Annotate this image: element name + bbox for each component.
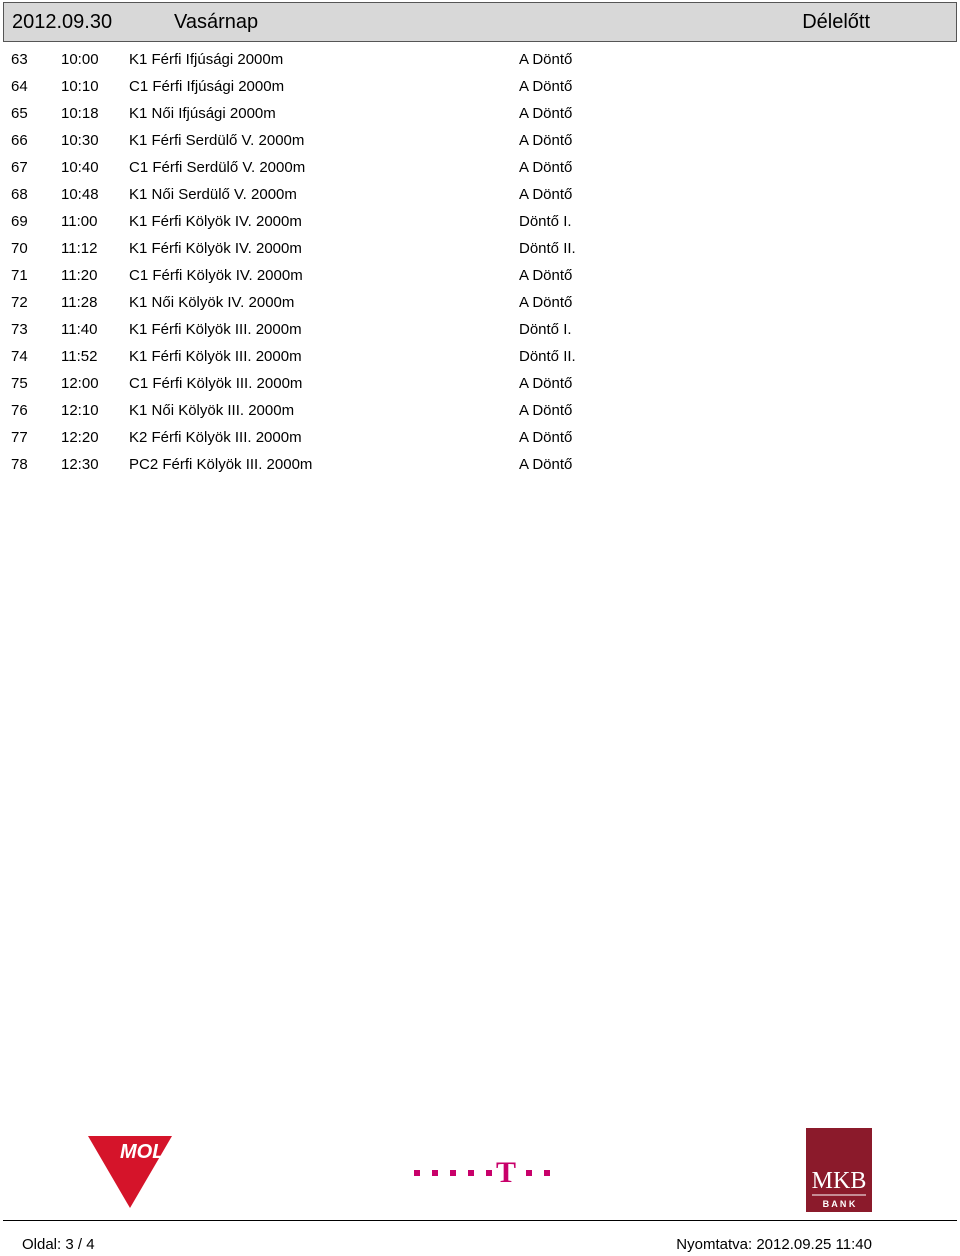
race-time: 10:10 (61, 78, 99, 95)
header-day-part: Délelőtt (802, 11, 870, 33)
header-day: Vasárnap (174, 11, 259, 33)
page-number: Oldal: 3 / 4 (22, 1236, 95, 1253)
race-time: 11:00 (61, 213, 98, 230)
race-event: C1 Férfi Serdülő V. 2000m (129, 159, 306, 176)
race-time: 11:20 (61, 267, 98, 284)
table-row (0, 343, 960, 370)
race-number: 76 (11, 402, 28, 419)
race-event: K1 Férfi Kölyök IV. 2000m (129, 240, 302, 257)
race-number: 77 (11, 429, 28, 446)
table-row (0, 181, 960, 208)
race-phase: A Döntő (519, 456, 573, 473)
table-row (0, 316, 960, 343)
race-number: 65 (11, 105, 28, 122)
race-number: 67 (11, 159, 28, 176)
race-time: 11:12 (61, 240, 98, 257)
telekom-logo-text: T (495, 1158, 517, 1188)
race-number: 63 (11, 51, 28, 68)
race-time: 11:52 (61, 348, 98, 365)
race-number: 70 (11, 240, 28, 257)
header-date: 2012.09.30 (12, 11, 113, 33)
race-phase: A Döntő (519, 267, 573, 284)
race-number: 75 (11, 375, 28, 392)
race-event: K2 Férfi Kölyök III. 2000m (129, 429, 302, 446)
race-phase: A Döntő (519, 294, 573, 311)
race-number: 71 (11, 267, 28, 284)
race-time: 10:40 (61, 159, 99, 176)
race-number: 64 (11, 78, 28, 95)
mkb-bank-logo-icon (806, 1128, 872, 1212)
race-number: 72 (11, 294, 28, 311)
mol-logo-text: MOL (120, 1141, 165, 1163)
race-event: PC2 Férfi Kölyök III. 2000m (129, 456, 313, 473)
table-row (0, 397, 960, 424)
race-time: 12:10 (61, 402, 99, 419)
table-row (0, 451, 960, 478)
sponsor-logos (0, 1128, 960, 1216)
table-row (0, 424, 960, 451)
race-event: K1 Női Ifjúsági 2000m (129, 105, 276, 122)
race-number: 69 (11, 213, 28, 230)
race-number: 66 (11, 132, 28, 149)
table-row (0, 289, 960, 316)
table-row (0, 154, 960, 181)
schedule-table (0, 46, 960, 478)
page-header (3, 2, 957, 42)
race-event: C1 Férfi Kölyök IV. 2000m (129, 267, 303, 284)
race-event: K1 Női Kölyök IV. 2000m (129, 294, 295, 311)
race-phase: Döntő I. (519, 213, 572, 230)
race-event: K1 Férfi Serdülő V. 2000m (129, 132, 305, 149)
table-row (0, 370, 960, 397)
race-event: K1 Férfi Ifjúsági 2000m (129, 51, 284, 68)
race-phase: A Döntő (519, 159, 573, 176)
race-event: C1 Férfi Ifjúsági 2000m (129, 78, 285, 95)
race-number: 68 (11, 186, 28, 203)
race-phase: A Döntő (519, 105, 573, 122)
race-phase: A Döntő (519, 51, 573, 68)
race-number: 78 (11, 456, 28, 473)
race-phase: A Döntő (519, 402, 573, 419)
race-number: 74 (11, 348, 28, 365)
race-event: K1 Férfi Kölyök III. 2000m (129, 348, 302, 365)
race-phase: A Döntő (519, 429, 573, 446)
print-timestamp: Nyomtatva: 2012.09.25 11:40 (676, 1236, 872, 1253)
table-row (0, 46, 960, 73)
mkb-logo-subtext: B A N K (822, 1199, 856, 1209)
race-phase: A Döntő (519, 132, 573, 149)
table-row (0, 262, 960, 289)
race-event: K1 Férfi Kölyök IV. 2000m (129, 213, 302, 230)
race-time: 12:20 (61, 429, 99, 446)
table-row (0, 73, 960, 100)
race-number: 73 (11, 321, 28, 338)
race-phase: A Döntő (519, 186, 573, 203)
mol-logo-icon (88, 1136, 172, 1208)
race-time: 11:40 (61, 321, 98, 338)
mkb-logo-text: MKB (811, 1168, 867, 1194)
race-time: 10:48 (61, 186, 99, 203)
race-time: 12:30 (61, 456, 99, 473)
table-row (0, 208, 960, 235)
footer-divider (3, 1220, 957, 1221)
race-time: 11:28 (61, 294, 98, 311)
race-phase: Döntő II. (519, 240, 576, 257)
race-event: K1 Férfi Kölyök III. 2000m (129, 321, 302, 338)
race-time: 10:30 (61, 132, 99, 149)
race-time: 12:00 (61, 375, 99, 392)
race-event: K1 Női Serdülő V. 2000m (129, 186, 297, 203)
race-phase: Döntő II. (519, 348, 576, 365)
table-row (0, 235, 960, 262)
race-time: 10:18 (61, 105, 99, 122)
race-time: 10:00 (61, 51, 99, 68)
race-phase: A Döntő (519, 375, 573, 392)
race-phase: A Döntő (519, 78, 573, 95)
race-phase: Döntő I. (519, 321, 572, 338)
race-event: K1 Női Kölyök III. 2000m (129, 402, 295, 419)
race-event: C1 Férfi Kölyök III. 2000m (129, 375, 303, 392)
table-row (0, 127, 960, 154)
telekom-logo-icon (410, 1158, 560, 1188)
table-row (0, 100, 960, 127)
